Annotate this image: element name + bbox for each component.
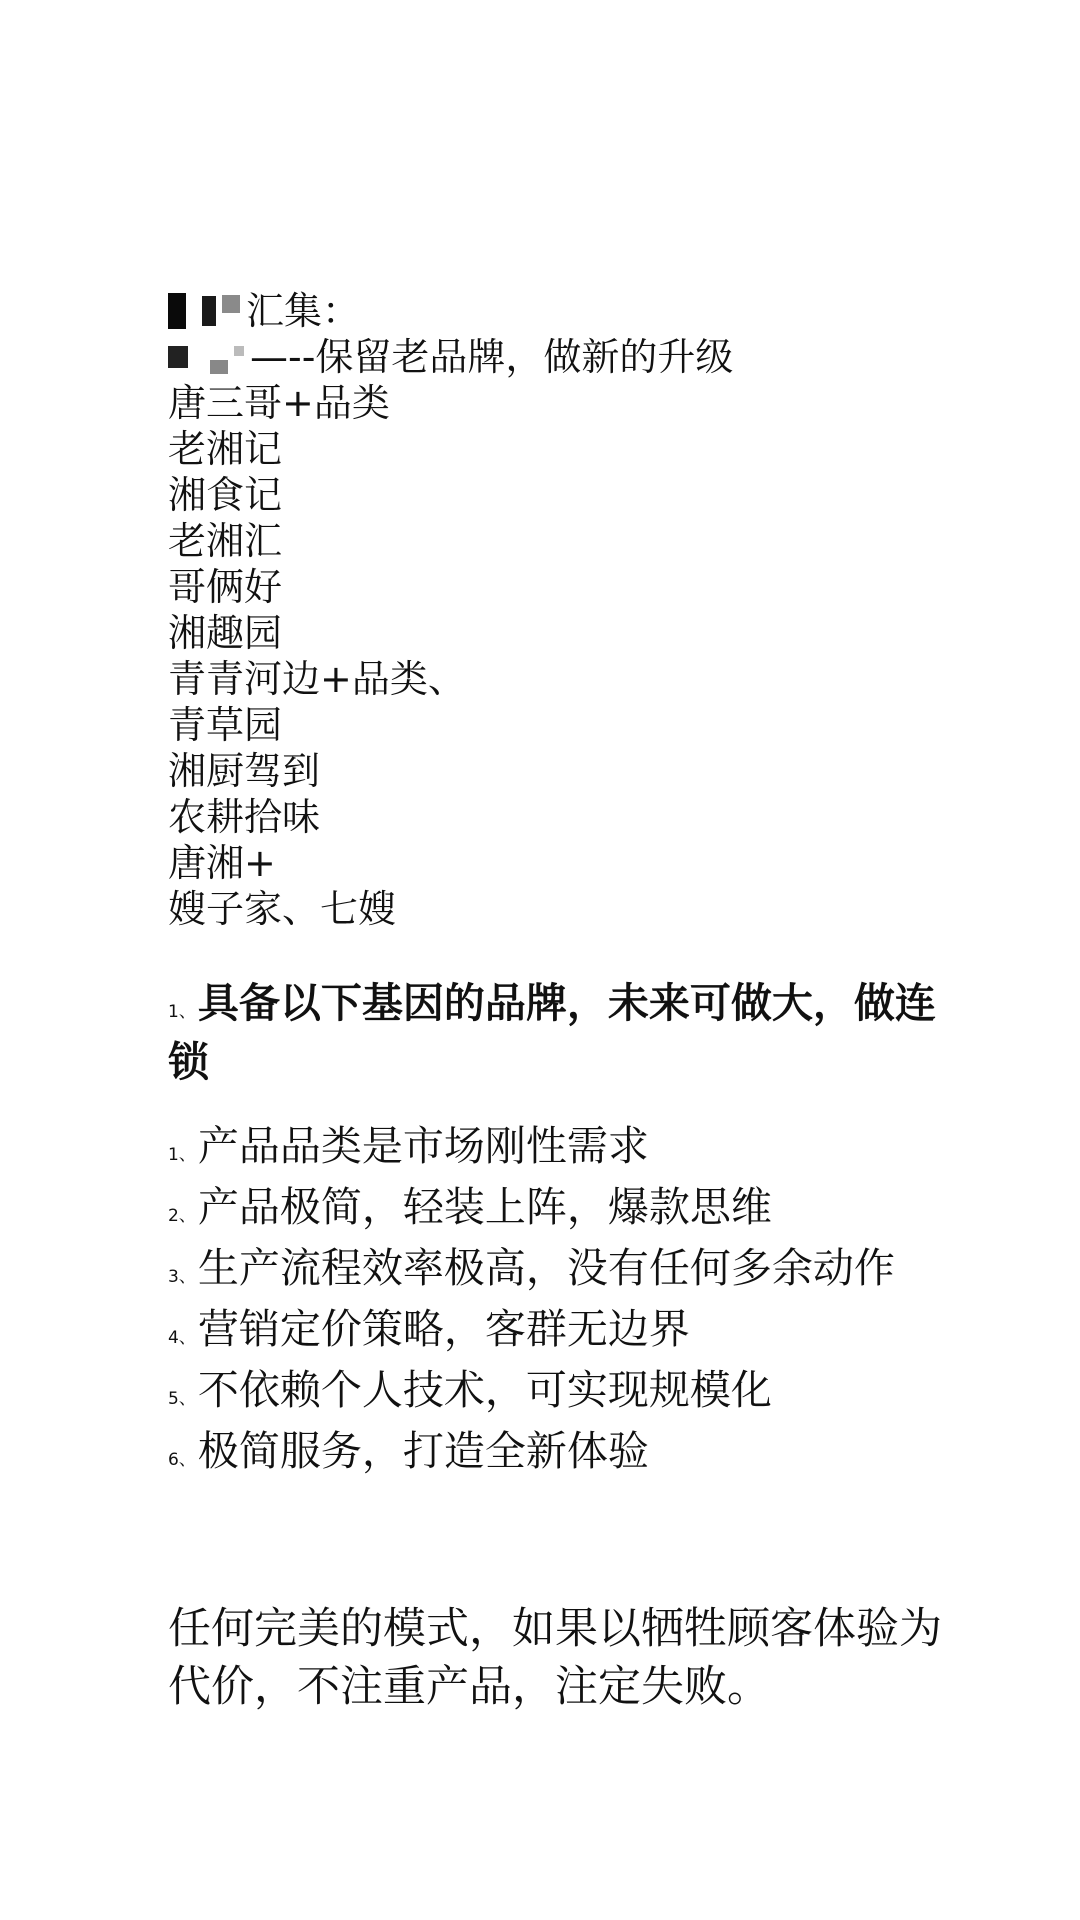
criteria-item <box>168 1303 958 1364</box>
criteria-item <box>168 1120 958 1181</box>
criteria-number: 4、 <box>168 1328 196 1348</box>
criteria-number: 6、 <box>168 1450 196 1470</box>
criteria-item <box>168 1242 958 1303</box>
criteria-number: 1、 <box>168 1145 196 1165</box>
redaction-mark <box>168 346 188 368</box>
list-item: 老湘汇 <box>168 519 283 563</box>
criteria-list <box>168 1120 958 1486</box>
criteria-item <box>168 1425 958 1486</box>
criteria-text: 营销定价策略，客群无边界 <box>197 1305 690 1353</box>
list-heading: 汇集： <box>246 289 361 333</box>
name-list <box>168 288 948 932</box>
list-item: 湘趣园 <box>168 611 283 655</box>
redaction-mark <box>222 295 240 313</box>
section-number: 1、 <box>168 1002 196 1022</box>
list-item: 湘食记 <box>168 473 283 517</box>
list-item: 老湘记 <box>168 427 283 471</box>
section-heading <box>168 978 948 1087</box>
list-heading-line <box>168 288 948 334</box>
criteria-text: 不依赖个人技术，可实现规模化 <box>197 1366 772 1414</box>
list-item: 青草园 <box>168 703 283 747</box>
list-item: 青青河边+品类、 <box>168 657 466 701</box>
list-item: 嫂子家、七嫂 <box>168 887 397 931</box>
criteria-number: 5、 <box>168 1389 196 1409</box>
criteria-text: 生产流程效率极高，没有任何多余动作 <box>197 1244 895 1292</box>
criteria-text: 极简服务，打造全新体验 <box>197 1427 649 1475</box>
list-item: 湘厨驾到 <box>168 749 321 793</box>
list-item: 唐湘+ <box>168 841 276 885</box>
criteria-text: 产品极简，轻装上阵，爆款思维 <box>197 1183 772 1231</box>
list-item: 哥俩好 <box>168 565 283 609</box>
list-first-line-text: —--保留老品牌，做新的升级 <box>250 335 734 379</box>
criteria-item <box>168 1181 958 1242</box>
criteria-item <box>168 1364 958 1425</box>
closing-statement: 任何完美的模式，如果以牺牲顾客体验为代价，不注重产品，注定失败。 <box>168 1604 942 1712</box>
list-first-line <box>168 334 948 380</box>
criteria-number: 3、 <box>168 1267 196 1287</box>
list-item: 农耕拾味 <box>168 795 321 839</box>
section-title-text: 具备以下基因的品牌，未来可做大，做连锁 <box>168 979 936 1086</box>
redaction-mark <box>210 360 228 374</box>
redaction-mark <box>202 296 216 326</box>
criteria-number: 2、 <box>168 1206 196 1226</box>
redaction-mark <box>234 346 244 356</box>
redaction-mark <box>168 293 186 329</box>
criteria-text: 产品品类是市场刚性需求 <box>197 1122 649 1170</box>
list-item: 唐三哥+品类 <box>168 381 390 425</box>
